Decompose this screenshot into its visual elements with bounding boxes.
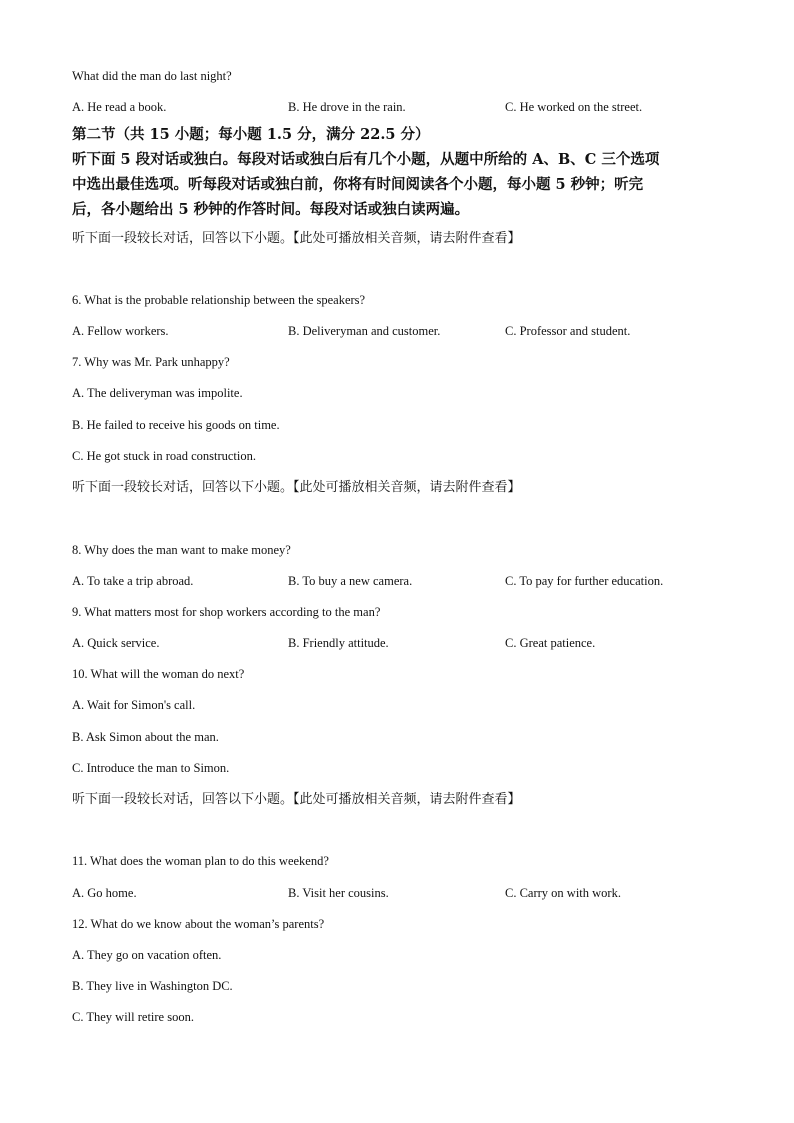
- q9-option-a: A. Quick service.: [72, 636, 160, 650]
- q6-option-b: B. Deliveryman and customer.: [288, 324, 441, 338]
- q11-stem: 11. What does the woman plan to do this weekend?: [72, 854, 329, 868]
- q7-option-b: B. He failed to receive his goods on time.: [72, 418, 280, 432]
- q10-option-c: C. Introduce the man to Simon.: [72, 761, 230, 775]
- q6-option-c: C. Professor and student.: [505, 324, 631, 338]
- q11-option-a: A. Go home.: [72, 886, 137, 900]
- section2-heading: 第二节（共 15 小题；每小题 1.5 分，满分 22.5 分）: [72, 126, 430, 143]
- q11-option-c: C. Carry on with work.: [505, 886, 621, 900]
- q12-option-c: C. They will retire soon.: [72, 1010, 194, 1024]
- q8-option-c: C. To pay for further education.: [505, 574, 664, 588]
- q8-option-b: B. To buy a new camera.: [288, 574, 413, 588]
- q12-option-b: B. They live in Washington DC.: [72, 979, 233, 993]
- q5-option-c: C. He worked on the street.: [505, 100, 643, 114]
- q12-option-a: A. They go on vacation often.: [72, 948, 222, 962]
- q10-option-b: B. Ask Simon about the man.: [72, 730, 219, 744]
- q5-stem: What did the man do last night?: [72, 69, 232, 83]
- q7-stem: 7. Why was Mr. Park unhappy?: [72, 355, 230, 369]
- q11-option-b: B. Visit her cousins.: [288, 886, 389, 900]
- section2-instruction-line3: 后，各小题给出 5 秒钟的作答时间。每段对话或独白读两遍。: [72, 201, 470, 218]
- q9-option-b: B. Friendly attitude.: [288, 636, 389, 650]
- q8-option-a: A. To take a trip abroad.: [72, 574, 194, 588]
- section2-instruction-line2: 中选出最佳选项。听每段对话或独白前，你将有时间阅读各个小题，每小题 5 秒钟；听完: [72, 176, 644, 193]
- audio-note-1: 听下面一段较长对话，回答以下小题。【此处可播放相关音频，请去附件查看】: [72, 231, 521, 246]
- q5-option-b: B. He drove in the rain.: [288, 100, 406, 114]
- q12-stem: 12. What do we know about the woman’s parents?: [72, 917, 325, 931]
- q10-option-a: A. Wait for Simon's call.: [72, 698, 196, 712]
- q6-stem: 6. What is the probable relationship between the speakers?: [72, 293, 366, 307]
- q6-option-a: A. Fellow workers.: [72, 324, 169, 338]
- q10-stem: 10. What will the woman do next?: [72, 667, 245, 681]
- q7-option-c: C. He got stuck in road construction.: [72, 449, 256, 463]
- q8-stem: 8. Why does the man want to make money?: [72, 543, 291, 557]
- q5-option-a: A. He read a book.: [72, 100, 167, 114]
- q9-stem: 9. What matters most for shop workers according to the man?: [72, 605, 381, 619]
- section2-instruction-line1: 听下面 5 段对话或独白。每段对话或独白后有几个小题，从题中所给的 A、B、C 三个选项: [72, 151, 660, 168]
- audio-note-2: 听下面一段较长对话，回答以下小题。【此处可播放相关音频，请去附件查看】: [72, 480, 521, 495]
- audio-note-3: 听下面一段较长对话，回答以下小题。【此处可播放相关音频，请去附件查看】: [72, 792, 521, 807]
- q7-option-a: A. The deliveryman was impolite.: [72, 386, 243, 400]
- q9-option-c: C. Great patience.: [505, 636, 596, 650]
